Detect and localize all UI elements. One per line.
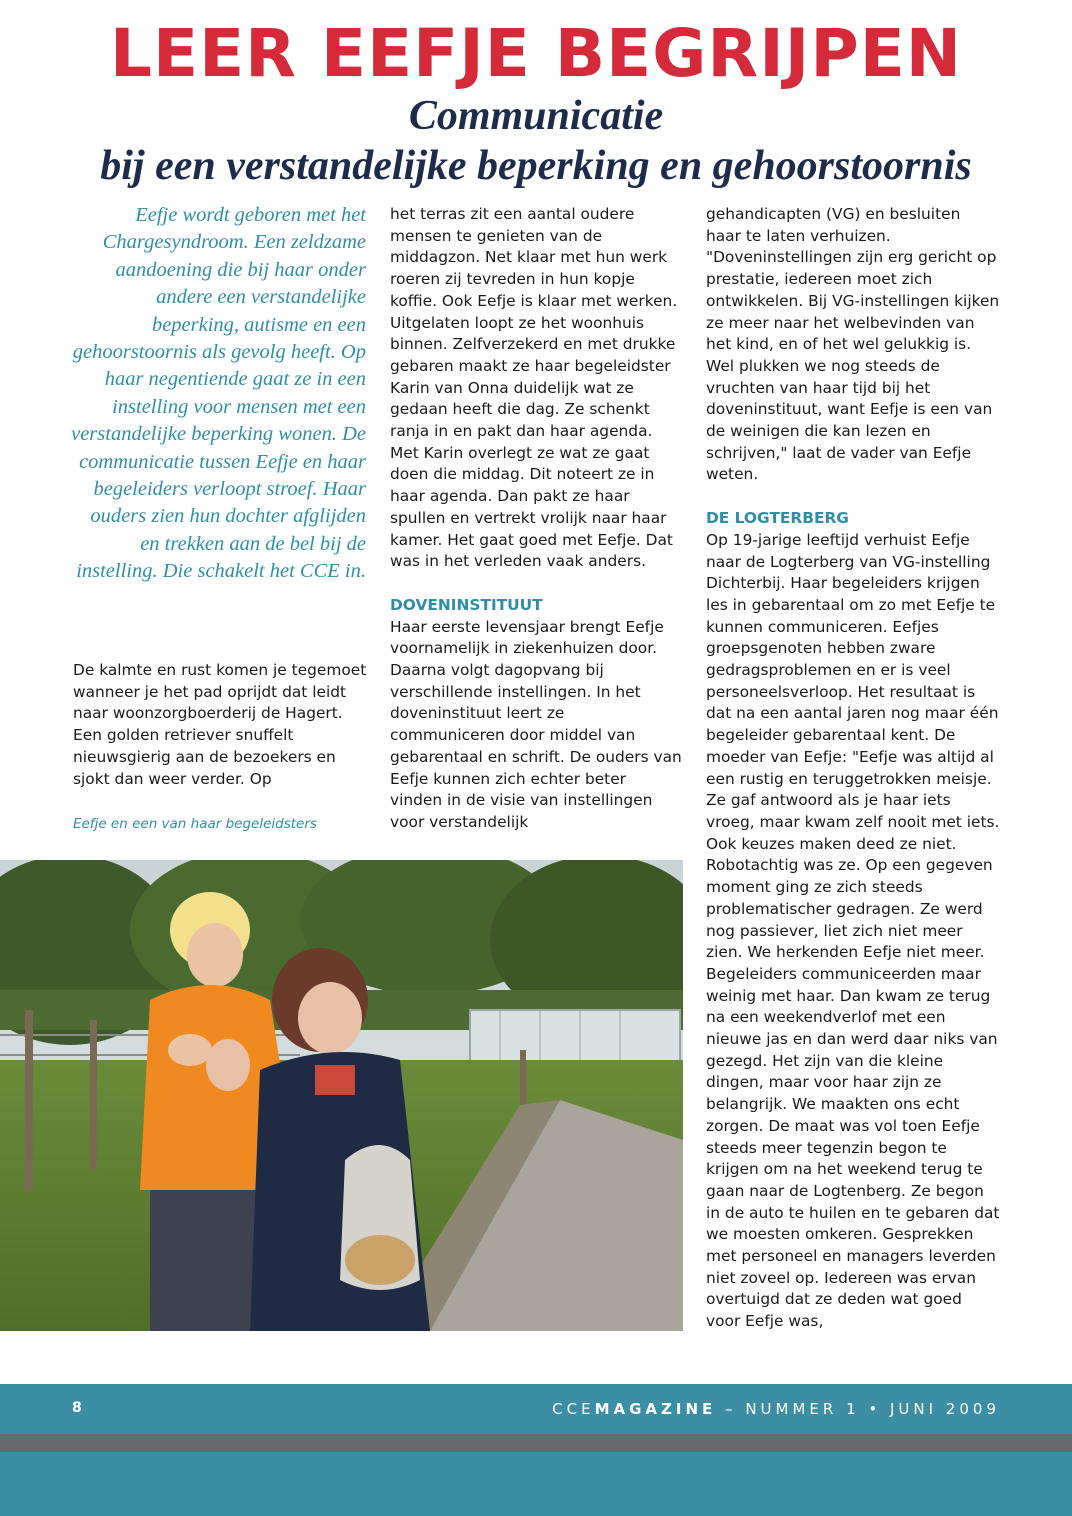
section-heading-doveninstituut: DOVENINSTITUUT (390, 595, 543, 614)
footer-bottom-band (0, 1452, 1072, 1516)
column2-paragraph-1: het terras zit een aantal oudere mensen te genieten van de middagzon. Net klaar met hun werk roeren zij tevreden in hun kopje koffie. Ook Eefje is klaar met werken. Uitgelaten loopt ze het woonhuis binnen. Zelfverzekerd en met drukke gebaren maakt ze haar begeleidster Karin van Onna duidelijk wat ze gedaan heeft die dag. Ze schenkt ranja in en pakt dan haar agenda. Met Karin overlegt ze wat ze gaat doen die middag. Dit noteert ze in haar agenda. Dan pakt ze haar spullen en vertrekt vrolijk naar haar kamer. Het gaat goed met Eefje. Dat was in het verleden vaak anders. (390, 205, 678, 571)
column3-paragraph-1: gehandicapten (VG) en besluiten haar te laten verhuizen. "Doveninstellingen zijn erg gericht op prestatie, iedereen moet zich ontwikkelen. Bij VG-instellingen kijken ze meer naar het welbevinden van het kind, en of het wel gelukkig is. Wel plukken we nog steeds de vruchten van haar tijd bij het doveninstituut, want Eefje is een van de weinigen die kan lezen en schrijven," laat de vader van Eefje weten. (706, 205, 1000, 484)
article-subtitle-line1: Communicatie (408, 93, 664, 139)
magazine-name: MAGAZINE (594, 1400, 717, 1418)
article-subtitle-line2: bij een verstandelijke beperking en gehoorstoornis (100, 143, 972, 189)
column2-paragraph-2: Haar eerste levensjaar brengt Eefje voornamelijk in ziekenhuizen door. Daarna volgt dagopvang bij verschillende instellingen. In het doveninstituut leert ze communiceren door middel van gebarentaal en schrift. De ouders van Eefje kunnen zich echter beter vinden in de visie van instellingen voor verstandelijk (390, 617, 682, 831)
article-column-1 (73, 660, 369, 790)
photo-caption: Eefje en een van haar begeleidsters (73, 816, 317, 832)
article-photo (0, 860, 683, 1331)
issue-info: – NUMMER 1 • JUNI 2009 (716, 1400, 1000, 1418)
page-number: 8 (72, 1400, 82, 1416)
intro-paragraph: Eefje wordt geboren met het Chargesyndroom. Een zeldzame aandoening die bij haar onder andere een verstandelijke beperking, autisme en een gehoorstoornis als gevolg heeft. Op haar negentiende gaat ze in een instelling voor mensen met een verstandelijke beperking wonen. De communicatie tussen Eefje en haar begeleiders verloopt stroef. Haar ouders zien hun dochter afglijden en trekken aan de bel bij de instelling. Die schakelt het CCE in. (71, 204, 366, 583)
article-column-3 (706, 204, 1000, 1333)
magazine-prefix: CCE (552, 1400, 595, 1418)
article-title: LEER EEFJE BEGRIJPEN (109, 15, 963, 92)
column3-paragraph-2: Op 19-jarige leeftijd verhuist Eefje naar de Logterberg van VG-instelling Dichterbij. Haar begeleiders krijgen les in gebarentaal om zo met Eefje te kunnen communiceren. Eefjes groepsgenoten hebben zware gedragsproblemen en er is veel personeelsverloop. Het resultaat is dat na een aantal jaren nog maar één begeleider gebarentaal kent. De moeder van Eefje: "Eefje was altijd al een rustig en teruggetrokken meisje. Ze gaf antwoord als je haar iets vroeg, maar kwam zelf nooit met iets. Ook keuzes maken deed ze niet. Robotachtig was ze. Op een gegeven moment ging ze zich steeds problematischer gedragen. Ze werd nog passiever, liet zich niet meer zien. We herkenden Eefje niet meer. Begeleiders communiceerden maar weinig met haar. Dan kwam ze terug na een weekendverlof met een nieuwe jas en dan werd daar niks van gezegd. Het zijn van die kleine dingen, maar voor haar zijn ze belangrijk. We maakten ons echt zorgen. De maat was vol toen Eefje steeds meer tegenzin begon te krijgen om na het weekend terug te gaan naar de Logtenberg. Ze begon in de auto te huilen en te gebaren dat we moesten omkeren. Gesprekken met personeel en managers leverden niet zoveel op. Iedereen was ervan overtuigd dat ze deden wat goed voor Eefje was, (706, 530, 1000, 1331)
column1-paragraph: De kalmte en rust komen je tegemoet wanneer je het pad oprijdt dat leidt naar woonzorgboerderij de Hagert. Een golden retriever snuffelt nieuwsgierig aan de bezoekers en sjokt dan weer verder. Op (73, 661, 367, 788)
footer-divider (0, 1434, 1072, 1452)
section-heading-logterberg: DE LOGTERBERG (706, 509, 849, 528)
article-column-2 (390, 204, 682, 834)
magazine-issue (552, 1400, 1000, 1418)
